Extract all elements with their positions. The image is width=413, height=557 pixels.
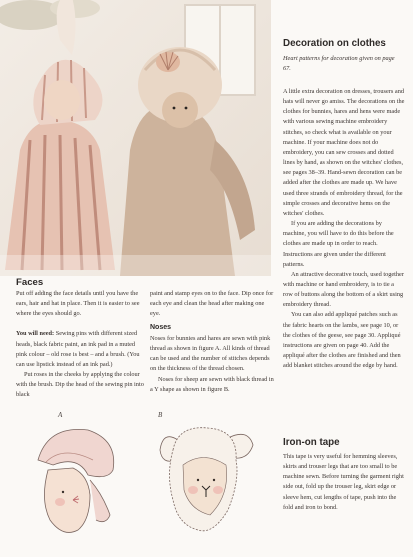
decoration-paragraph: You can also add appliqué patches such as the fabric hearts on the lambs, see page 10, or the clothes of the geese, see page 30. Appliqué instructions are given on page 40. Add the appliqué after the clothes are finished and then add blanket stitches around the edge by hand. (283, 311, 401, 370)
faces-intro: Put off adding the face details until you have the ears, hair and hat in place. Then it is easier to see where the eyes should go. (16, 290, 140, 318)
figure-a-bunny-drawing (18, 420, 128, 550)
noses-body (150, 334, 276, 395)
roses-paragraph: Put roses in the cheeks by applying the colour with the brush. Dip the head of the sewing pin into black (16, 371, 144, 399)
decoration-body (283, 87, 405, 371)
decoration-paragraph: An attractive decorative touch, used together with machine or hand embroidery, is to tie a row of buttons along the bottom of a skirt using embroidery thread. (283, 270, 404, 309)
figure-a-label: A (58, 411, 63, 419)
decoration-paragraph: A little extra decoration on dresses, trousers and hats will never go amiss. The decorations on the clothes for bunnies, hares and hens were made with various sewing machine embroidery stitches, so check what is available on your machine. If your machine does not do embroidery, you can sew crosses and dotted lines by hand, as shown on the witches' clothes, see pages 38–39. Hand-sewn decoration can be added after the clothes are made up. We have used three strands of embroidery thread, for the simple crosses and decorative hems on the witches' clothes. (283, 88, 405, 217)
decoration-note: Heart patterns for decoration given on page 67. (283, 55, 395, 73)
noses-heading: Noses (150, 324, 172, 331)
you-will-need-label: You will need: (16, 330, 55, 338)
decoration-paragraph: If you are adding the decorations by machine, you will have to do this before the clothes are made up in order to reach. Instructions are given under the different patterns. (283, 220, 394, 268)
figure-b-label: B (158, 411, 163, 419)
figure-b-sheep-drawing (148, 420, 268, 550)
faces-continued (150, 289, 276, 319)
bunny-dolls-photo (0, 0, 271, 276)
noses-paragraph: Noses for sheep are sewn with black thread in a Y shape as shown in figure B. (150, 375, 274, 393)
faces-heading: Faces (16, 277, 44, 288)
iron-on-heading: Iron-on tape (283, 437, 340, 448)
you-will-need-text: Sewing pins with different sized heads, black fabric paint, an ink pad in a muted pink colour – old rose is best – and a brush. (You can use lipstick instead of an ink pad.) (16, 330, 140, 368)
faces-continued-text: paint and stamp eyes on to the face. Dip once for each eye and clean the head after making one eye. (150, 290, 274, 318)
noses-paragraph: Noses for bunnies and hares are sewn with pink thread as shown in figure A. All kinds of thread can be used and the number of stitches depends on the thickness of the thread chosen. (150, 335, 271, 373)
iron-on-paragraph: This tape is very useful for hemming sleeves, skirts and trouser legs that are too small to be machine sewn. Before turning the garment right side out, fold up the trouser leg, skirt edge or sleeve hem, cut lengths of tape, push into the fold and iron to bond. (283, 453, 404, 511)
faces-body (16, 289, 144, 401)
iron-on-body (283, 452, 405, 513)
decoration-heading: Decoration on clothes (283, 38, 386, 49)
